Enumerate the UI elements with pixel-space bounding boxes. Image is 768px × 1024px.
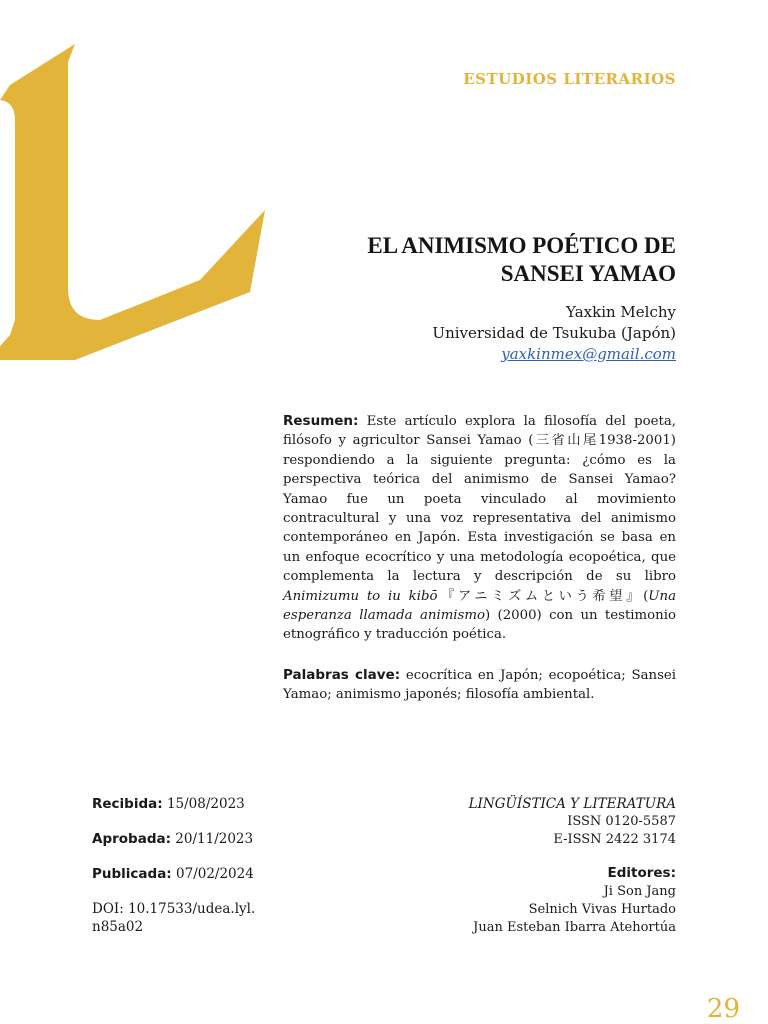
journal-issn: ISSN 0120-5587 — [567, 814, 676, 829]
abstract-book-translation: Una esperanza llamada animismo — [283, 588, 676, 624]
doi-line-2: n85a02 — [92, 919, 144, 935]
author-block — [432, 302, 676, 365]
article-title-line-2: SANSEI YAMAO — [500, 261, 676, 286]
editor-name: Ji Son Jang — [603, 884, 676, 899]
journal-eissn: E-ISSN 2422 3174 — [553, 832, 676, 847]
abstract-label: Resumen: — [283, 413, 359, 429]
abstract-book-japanese: 『アニミズムという希望』 — [437, 588, 644, 604]
keywords — [283, 666, 676, 705]
abstract-paren-open: ( — [643, 588, 649, 604]
approved-date — [92, 830, 312, 848]
approved-label: Aprobada: — [92, 831, 171, 847]
published-date — [92, 865, 312, 883]
journal-info — [469, 795, 676, 849]
author-email-link[interactable]: yaxkinmex@gmail.com — [501, 345, 676, 363]
abstract-text-1: Este artículo explora la filosofía del poeta, filósofo y agricultor Sansei Yamao (三省山尾1938-2001) respondiendo a la siguiente pregunta: ¿cómo es la perspectiva teórica del animismo de Sansei Yamao? Yamao fue un poeta vinculado al movimiento contracultural y una voz representativa del animismo contemporáneo en Japón. Esta investigación se basa en un enfoque ecocrítico y una metodología ecopoética, que complementa la lectura y descripción de su libro — [283, 414, 676, 585]
author-name: Yaxkin Melchy — [565, 303, 676, 321]
published-label: Publicada: — [92, 866, 172, 882]
section-label: ESTUDIOS LITERARIOS — [463, 70, 676, 88]
doi-line-1: DOI: 10.17533/udea.lyl. — [92, 901, 256, 917]
doi — [92, 900, 312, 936]
decorative-letter-l — [0, 30, 280, 370]
author-affiliation: Universidad de Tsukuba (Japón) — [432, 324, 676, 342]
publication-dates — [92, 795, 312, 936]
article-title — [256, 232, 676, 288]
editor-name: Juan Esteban Ibarra Atehortúa — [473, 920, 676, 935]
received-date — [92, 795, 312, 813]
editor-name: Selnich Vivas Hurtado — [528, 902, 676, 917]
abstract-book-title: Animizumu to iu kibō — [283, 588, 438, 604]
received-label: Recibida: — [92, 796, 163, 812]
approved-value: 20/11/2023 — [171, 831, 254, 847]
page-number: 29 — [706, 994, 740, 1024]
editors — [473, 864, 676, 937]
editors-label: Editores: — [607, 865, 676, 881]
published-value: 07/02/2024 — [171, 866, 254, 882]
decorative-letter-l-shape — [0, 44, 265, 360]
abstract-text-2: ) (2000) con un testimonio etnográfico y traducción poética. — [283, 608, 676, 643]
abstract — [283, 412, 676, 645]
received-value: 15/08/2023 — [162, 796, 245, 812]
article-title-line-1: EL ANIMISMO POÉTICO DE — [367, 233, 676, 258]
keywords-text: ecocrítica en Japón; ecopoética; Sansei Yamao; animismo japonés; filosofía ambiental. — [283, 668, 677, 703]
keywords-label: Palabras clave: — [283, 667, 401, 683]
journal-name: LINGÜÍSTICA Y LITERATURA — [468, 796, 676, 812]
